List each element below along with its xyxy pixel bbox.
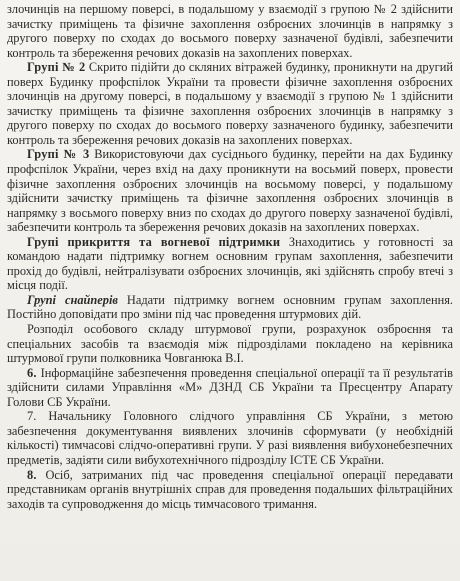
paragraph-group-3 <box>7 147 453 234</box>
paragraph-group-2 <box>7 60 453 147</box>
paragraph-snipers <box>7 293 453 322</box>
paragraph-heading: Групі прикриття та вогневої підтримки <box>27 234 281 249</box>
paragraph-group1-continuation <box>7 2 453 60</box>
paragraph-heading: Групі № 2 <box>27 60 86 75</box>
paragraph-text: Знаходитись у готовності за командою надати підтримку вогнем основним групам захоплення, забезпечити прохід до будівлі, нейтралізувати озброєних злочинців, які здійснять спробу втечі з місця події. <box>7 234 454 293</box>
paragraph-text: Використовуючи дах сусіднього будинку, перейти на дах Будинку профспілок України, через вхід на даху проникнути на восьмий поверх, провести фізичне захоплення озброєних злочинців на восьмому поверсі, у подальшому здійснити зачистку приміщень та фізичне захоплення озброєних злочинців в напрямку з восьмого поверху вниз по сходах до другого поверху зазначеної будівлі, забезпечити контроль та збереження речових доказів на захоплених поверхах. <box>7 147 453 235</box>
paragraph-text: Надати підтримку вогнем основним групам захоплення. Постійно доповідати про зміни під час проведення штурмових дій. <box>7 292 453 322</box>
paragraph-text: Інформаційне забезпечення проведення спеціальної операції та її результатів здійснити силами Управління «М» ДЗНД СБ України та Пресцентру Апарату Голови СБ України. <box>7 365 453 409</box>
paragraph-heading: Групі № 3 <box>27 147 90 162</box>
paragraph-number: 6. <box>27 365 37 380</box>
paragraph-item-7 <box>7 409 453 467</box>
paragraph-text: Осіб, затриманих під час проведення спеціальної операції передавати представникам органів внутрішніх справ для проведення подальших фільтраційних заходів та супроводження до місць тимчасового тримання. <box>7 467 453 511</box>
paragraph-distribution <box>7 322 453 366</box>
paragraph-text: 7. Начальнику Головного слідчого управління СБ України, з метою забезпечення документування виявлених злочинів сформувати (у необхідній кількості) тимчасові слідчо-оперативні групи. У разі виявлення вибухонебезпечних предметів, задіяти сили вибухотехнічного підрозділу ІСТЕ СБ України. <box>7 409 453 467</box>
paragraph-number: 8. <box>27 467 37 482</box>
paragraph-item-6 <box>7 366 453 410</box>
paragraph-text: Скрито підійти до скляних вітражей будинку, проникнути на другий поверх Будинку профспілок України та провести фізичне захоплення озброєних злочинців на другому поверсі, в подальшому у взаємодії з групою № 1 здійснити зачистку приміщень та фізичне захоплення озброєних злочинців в напрямку з другого поверху по сходах до восьмого поверху зазначеного будинку, забезпечити контроль та збереження речових доказів на захоплених поверхах. <box>7 60 454 147</box>
paragraph-item-8 <box>7 468 453 512</box>
paragraph-cover-group <box>7 235 453 293</box>
paragraph-text: Розподіл особового складу штурмової групи, розрахунок озброєння та спеціальних засобів та взаємодія між підрозділами покладено на керівника штурмової групи полковника Човганюка В.І. <box>7 322 453 366</box>
paragraph-text: злочинців на першому поверсі, в подальшому у взаємодії з групою № 2 здійснити зачистку приміщень та фізичне захоплення озброєних злочинців в напрямку з другого поверху по сходах до восьмого поверху зазначеної будівлі, забезпечити контроль та збереження речових доказів на захоплених поверхах. <box>7 2 453 60</box>
paragraph-heading: Групі снайперів <box>27 292 118 307</box>
